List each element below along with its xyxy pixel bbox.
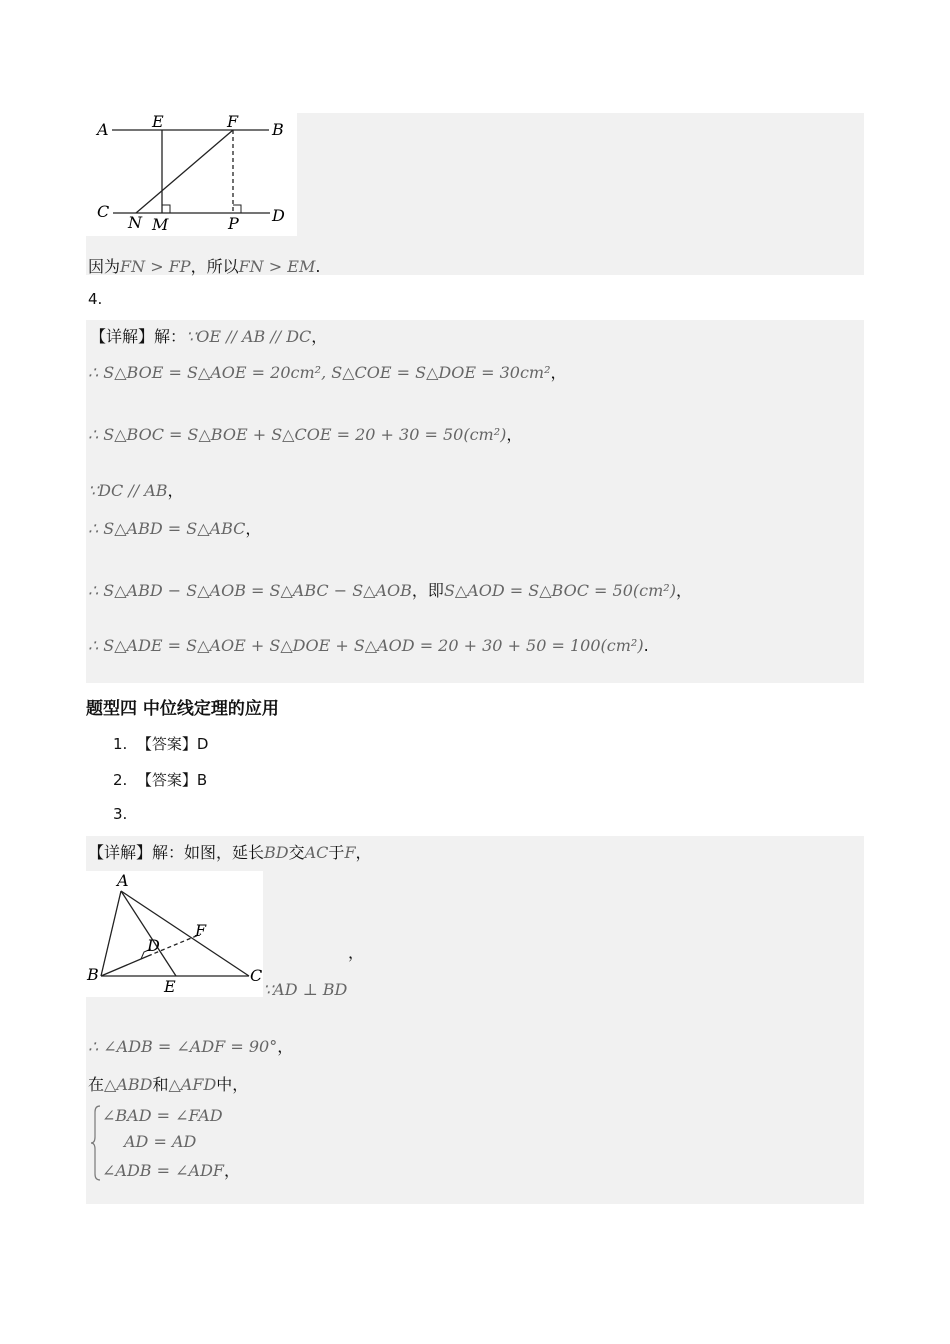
detail-line-4	[88, 478, 184, 501]
math: ∴ S△BOC = S△BOE + S△COE = 20 + 30 = 50(cm²)	[88, 425, 507, 444]
answer-item-1	[113, 733, 208, 754]
label-N: N	[128, 213, 142, 232]
punct: ，	[550, 363, 567, 382]
punct: ，	[506, 425, 523, 444]
label-D: D	[272, 206, 285, 225]
math: △ABD	[104, 1075, 153, 1094]
detail-line-7	[88, 636, 649, 655]
system-row-2: AD = AD	[124, 1132, 197, 1151]
punct: .	[643, 636, 649, 655]
punct: ，	[245, 519, 262, 538]
triangle-figure	[86, 871, 263, 997]
math: S△AOD = S△BOC = 50(cm²)	[443, 581, 676, 600]
triangle-diagram	[86, 871, 263, 997]
text: 中，	[216, 1075, 249, 1094]
item-number: 3.	[113, 805, 128, 823]
detail-line-1	[90, 324, 327, 347]
label-D: D	[147, 936, 160, 955]
label-C: C	[97, 202, 110, 221]
label-A: A	[117, 871, 129, 890]
answer-item-3	[113, 805, 127, 823]
label-C: C	[250, 966, 263, 985]
math: △AFD	[168, 1075, 217, 1094]
item-number: 1.	[113, 735, 128, 753]
solution-block-1	[86, 113, 864, 275]
punct: ，	[355, 843, 372, 862]
punct: ，	[311, 327, 328, 346]
math: ∠ADB = ∠ADF	[102, 1161, 225, 1180]
because-line	[263, 980, 347, 999]
punct: .	[315, 257, 321, 276]
text: 和	[152, 1075, 169, 1094]
item-number: 2.	[113, 771, 128, 789]
text: 【详解】解：如图，延长	[88, 843, 265, 862]
math: BD	[264, 843, 289, 862]
text: 交	[288, 843, 305, 862]
math: ∴ S△ABD − S△AOB = S△ABC − S△AOB	[88, 581, 412, 600]
punct: ，	[277, 1037, 294, 1056]
detail-line-3	[88, 422, 522, 445]
detail-line-2	[88, 360, 567, 383]
parallel-lines-diagram	[86, 113, 297, 236]
solution-block-2	[86, 320, 864, 683]
solution-block-3	[86, 836, 864, 1204]
punct: ，	[675, 581, 692, 600]
text: 因为	[88, 257, 121, 276]
math: ∴ ∠ADB = ∠ADF = 90°	[88, 1037, 278, 1056]
item-number-4: 4.	[88, 290, 103, 308]
detail-label: 【详解】解：	[90, 327, 187, 346]
system-row-3	[102, 1158, 240, 1181]
math: ∵AD ⊥ BD	[263, 980, 348, 999]
label-B: B	[272, 120, 284, 139]
math: ∴ S△ABD = S△ABC	[88, 519, 246, 538]
label-P: P	[228, 214, 239, 233]
intro-line	[88, 840, 372, 863]
text: ，即	[411, 581, 444, 600]
punct: ，	[167, 481, 184, 500]
label-B: B	[87, 965, 99, 984]
answer-text: 【答案】B	[136, 771, 208, 789]
math: AC	[304, 843, 329, 862]
math: FN > FP	[120, 257, 191, 276]
punct: ，	[224, 1161, 241, 1180]
math: ∴ S△BOE = S△AOE = 20cm², S△COE = S△DOE = 30cm²	[88, 363, 551, 382]
text: 在	[88, 1075, 105, 1094]
text: ，所以	[190, 257, 239, 276]
label-M: M	[152, 215, 169, 234]
answer-item-2	[113, 769, 207, 790]
text: 于	[328, 843, 345, 862]
figure-comma: ，	[348, 943, 365, 962]
triangles-line	[88, 1072, 248, 1095]
label-E: E	[152, 113, 164, 131]
equation-system	[90, 1104, 290, 1182]
label-A: A	[97, 120, 109, 139]
math: ∵OE // AB // DC	[186, 327, 312, 346]
conclusion-line	[88, 254, 320, 277]
math: ∴ S△ADE = S△AOE + S△DOE + S△AOD = 20 + 30 + 50 = 100(cm²)	[88, 636, 644, 655]
detail-line-5	[88, 516, 261, 539]
label-F: F	[195, 921, 207, 940]
answer-text: 【答案】D	[136, 735, 209, 753]
detail-line-6	[88, 578, 692, 601]
label-F: F	[227, 113, 239, 131]
math: FN > EM	[238, 257, 316, 276]
section-heading: 题型四 中位线定理的应用	[86, 699, 279, 719]
parallel-lines-figure	[86, 113, 297, 236]
system-row-1: ∠BAD = ∠FAD	[102, 1106, 223, 1125]
angle-line	[88, 1034, 293, 1057]
math: ∵DC // AB	[88, 481, 168, 500]
label-E: E	[164, 977, 176, 996]
math: F	[344, 843, 356, 862]
